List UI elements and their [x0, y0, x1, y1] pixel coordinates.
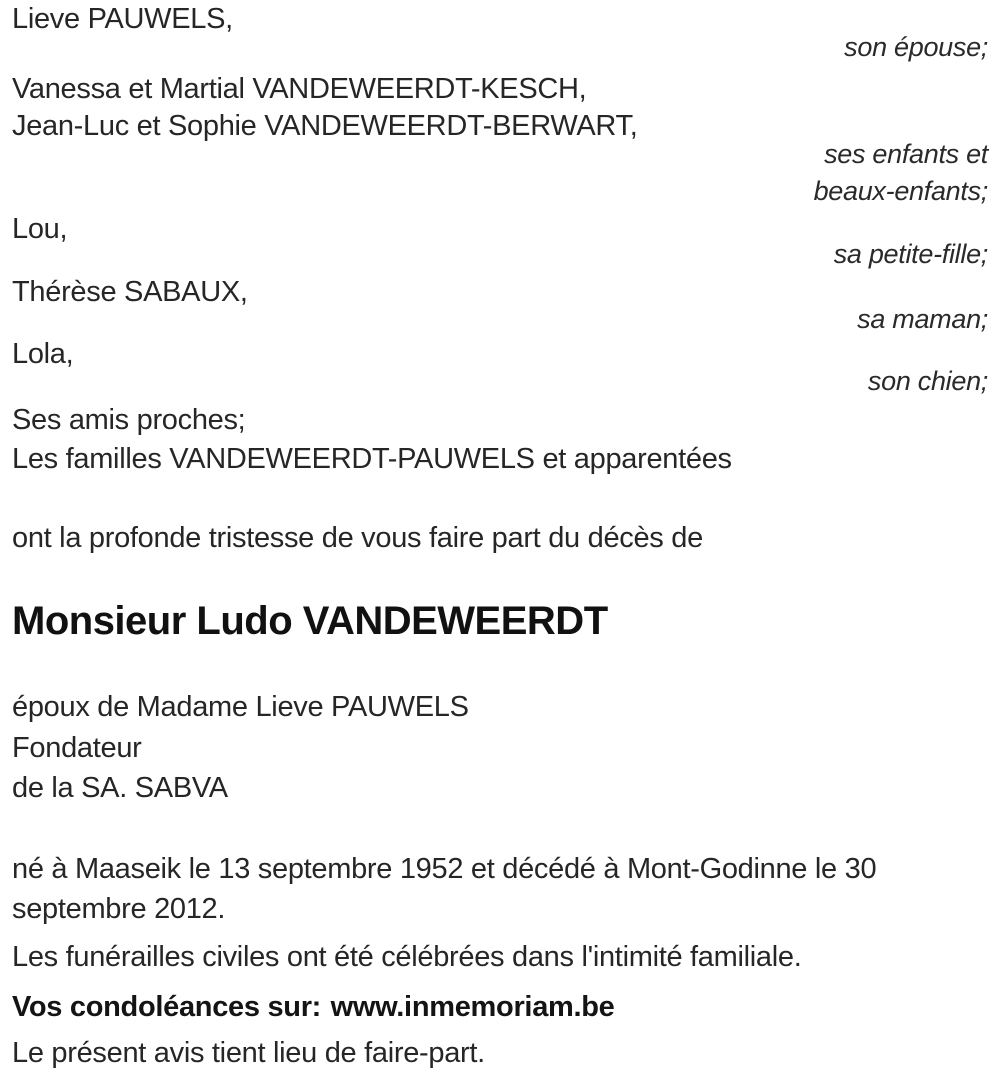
closing-note: Le présent avis tient lieu de faire-part. [12, 1037, 485, 1069]
condolences-label: Vos condoléances sur: [12, 991, 322, 1023]
relation-label: son épouse; [844, 32, 988, 62]
funeral-notice: Les funérailles civiles ont été célébrées dans l'intimité familiale. [12, 941, 802, 973]
mourner-name: Lieve PAUWELS, [12, 3, 233, 35]
life-dates: septembre 2012. [12, 893, 226, 925]
mourner-name: Thérèse SABAUX, [12, 276, 248, 308]
relation-label: ses enfants et [824, 139, 988, 169]
mourner-name: Ses amis proches; [12, 404, 246, 436]
relation-label: beaux-enfants; [813, 176, 988, 206]
condolences-line [12, 989, 988, 1026]
deceased-detail: époux de Madame Lieve PAUWELS [12, 691, 469, 723]
mourner-name: Vanessa et Martial VANDEWEERDT-KESCH, [12, 73, 587, 105]
mourner-name: Jean-Luc et Sophie VANDEWEERDT-BERWART, [12, 110, 638, 142]
relation-label: sa maman; [857, 304, 988, 334]
deceased-detail: Fondateur [12, 732, 142, 764]
mourner-name: Lola, [12, 338, 74, 370]
life-dates: né à Maaseik le 13 septembre 1952 et décédé à Mont-Godinne le 30 [12, 853, 877, 885]
mourner-name: Lou, [12, 213, 68, 245]
relation-label: sa petite-fille; [833, 239, 988, 269]
announcement-text: ont la profonde tristesse de vous faire part du décès de [12, 522, 703, 554]
condolences-link[interactable]: www.inmemoriam.be [330, 991, 615, 1023]
deceased-detail: de la SA. SABVA [12, 772, 228, 804]
deceased-name-heading: Monsieur Ludo VANDEWEERDT [12, 599, 608, 643]
relation-label: son chien; [867, 366, 988, 396]
mourner-name: Les familles VANDEWEERDT-PAUWELS et apparentées [12, 443, 732, 475]
